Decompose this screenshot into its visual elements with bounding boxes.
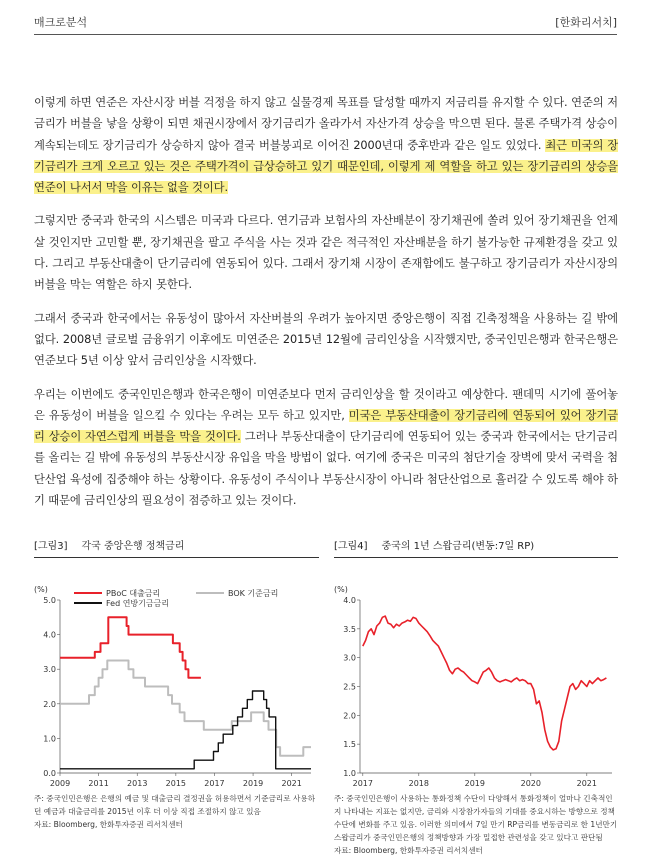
section-label: 매크로분석 — [34, 16, 88, 29]
x-tick-label: 2015 — [165, 779, 187, 788]
paragraph-text: 그러나 부동산대출이 단기금리에 연동되어 있는 중국과 한국에서는 단기금리를 올리는 길 밖에 유동성의 부동산시장 유입을 막을 방법이 없다. 여기에 중국은 미국의 첨단기술 장벽에 맞서 국력을 첨단산업 육성에 집중해야 하는 상황이다. 유동성이 주식이나 부동산시장이 아니라 첨단산업으로 흘러갈 수 있도록 해야 하기 때문에 금리인상의 필요성이 점증하고 있는 것이다. — [34, 430, 618, 508]
figure-3-source: 자료: Bloomberg, 한화투자증권 리서치센터 — [34, 820, 183, 829]
legend-label: BOK 기준금리 — [228, 589, 279, 598]
policy-rate-chart — [34, 558, 319, 790]
y-tick-label: 1.0 — [43, 734, 56, 744]
x-tick-label: 2019 — [242, 779, 264, 788]
x-tick-label: 2017 — [352, 779, 373, 788]
figure-4-number: [그림4] — [334, 541, 368, 552]
y-tick-label: 2.0 — [43, 699, 56, 709]
figure-4-notes — [334, 792, 618, 857]
y-tick-label: 1.5 — [343, 740, 356, 750]
x-tick-label: 2011 — [88, 779, 109, 788]
publisher-label: [한화리서치] — [555, 16, 617, 29]
paragraph — [34, 92, 618, 198]
paragraph — [34, 210, 618, 295]
y-axis-unit: (%) — [334, 585, 348, 594]
figure-4-caption: 중국의 1년 스왑금리(변동:7일 RP) — [381, 541, 535, 552]
y-tick-label: 2.0 — [343, 711, 356, 721]
y-tick-label: 3.0 — [343, 653, 356, 663]
series-line — [60, 661, 311, 756]
figure-4 — [334, 540, 618, 857]
y-tick-label: 1.0 — [343, 769, 356, 778]
article-body — [34, 92, 618, 523]
legend-label: Fed 연방기금금리 — [106, 599, 170, 608]
figure-3-caption: 각국 중앙은행 정책금리 — [81, 541, 185, 552]
x-tick-label: 2021 — [281, 779, 302, 788]
figure-4-source: 자료: Bloomberg, 한화투자증권 리서치센터 — [334, 846, 483, 855]
figure-4-title — [334, 540, 618, 554]
y-axis-unit: (%) — [34, 585, 48, 594]
x-tick-label: 2019 — [464, 779, 485, 788]
y-tick-label: 3.5 — [343, 624, 356, 634]
x-tick-label: 2020 — [520, 779, 541, 788]
paragraph-text: 그래서 중국과 한국에서는 유동성이 많아서 자산버블의 우려가 높아지면 중앙은행이 직접 긴축정책을 사용하는 길 밖에 없다. 2008년 글로벌 금융위기 이후에도 미연준은 2015년 12월에 금리인상을 시작했지만, 중국인민은행과 한국은행은 연준보다 5년 이상 앞서 금리인상을 시작했다. — [34, 311, 618, 368]
highlighted-text: 최근 미국의 장기금리가 크게 오르고 있는 것은 주택가격이 급상승하고 있기 때문인데, 이렇게 제 역할을 하고 있는 장기금리의 상승을 연준이 나서서 막을 이유는 없을 것이다. — [34, 138, 619, 195]
highlighted-text: 미국은 부동산대출이 장기금리에 연동되어 있어 장기금리 상승이 자연스럽게 버블을 막을 것이다. — [34, 408, 618, 444]
figure-3-number: [그림3] — [34, 541, 68, 552]
figure-4-note: 주: 중국인민은행이 사용하는 통화정책 수단이 다양해서 통화정책이 얼마나 긴축적인지 나타내는 지표는 없지만, 금리와 시장참가자들의 기대를 중요시하는 방향으로 정책수단에 변화를 주고 있음. 이러한 의미에서 7일 만기 RP금리를 변동금리로 한 1년만기 스왑금리가 중국인민은행의 정책방향과 가장 밀접한 관련성을 갖고 있다고 판단됨 — [334, 794, 618, 842]
y-tick-label: 5.0 — [43, 596, 56, 605]
paragraph-text: 그렇지만 중국과 한국의 시스템은 미국과 다르다. 연기금과 보험사의 자산배분이 장기채권에 쏠려 있어 장기채권을 언제 살 것인지만 고민할 뿐, 장기채권을 팔고 주식을 사는 것과 같은 적극적인 자산배분을 하기 불가능한 규제환경을 갖고 있다. 그리고 부동산대출이 단기금리에 연동되어 있다. 그래서 장기채 시장이 존재함에도 불구하고 장기금리가 자산시장의 버블을 막는 역할은 하지 못한다. — [34, 214, 618, 292]
header-divider — [34, 34, 617, 35]
figure-3-note: 주: 중국인민은행은 은행의 예금 및 대출금리 결정권을 허용하면서 기준금리로 사용하던 예금과 대출금리를 2015년 이후 더 이상 직접 조절하지 않고 있음 — [34, 794, 316, 816]
paragraph — [34, 384, 618, 512]
paragraph-text: 우리는 이번에도 중국인민은행과 한국은행이 미연준보다 먼저 금리인상을 할 것이라고 예상한다. 팬데믹 시기에 풀어놓은 유동성이 버블을 일으킬 수 있다는 우려는 모두 하고 있지만, — [34, 387, 618, 422]
paragraph — [34, 308, 618, 372]
y-tick-label: 0.0 — [43, 769, 56, 778]
y-tick-label: 4.0 — [43, 630, 56, 640]
x-tick-label: 2021 — [576, 779, 597, 788]
y-tick-label: 2.5 — [343, 682, 356, 692]
page-header — [34, 14, 617, 34]
figure-3 — [34, 540, 319, 831]
legend-label: PBoC 대출금리 — [106, 589, 161, 598]
x-tick-label: 2018 — [408, 779, 429, 788]
figure-3-title — [34, 540, 319, 554]
series-line — [363, 616, 607, 750]
paragraph-text: 이렇게 하면 연준은 자산시장 버블 걱정을 하지 않고 실물경제 목표를 달성할 때까지 저금리를 유지할 수 있다. 연준의 저금리가 버블을 낳을 상황이 되면 채권시장에서 장기금리가 올라가서 자산가격 상승을 막으면 된다. 물론 주택가격 상승이 계속되는데도 장기금리가 상승하지 않아 결국 버블붕괴로 이어진 2000년대 중후반과 같은 일도 있었다. — [34, 96, 618, 152]
x-tick-label: 2013 — [127, 779, 148, 788]
y-tick-label: 4.0 — [343, 596, 356, 605]
x-tick-label: 2009 — [49, 779, 71, 788]
figure-3-notes — [34, 792, 319, 831]
y-tick-label: 3.0 — [43, 665, 56, 675]
x-tick-label: 2017 — [204, 779, 225, 788]
swap-rate-chart — [334, 558, 618, 790]
